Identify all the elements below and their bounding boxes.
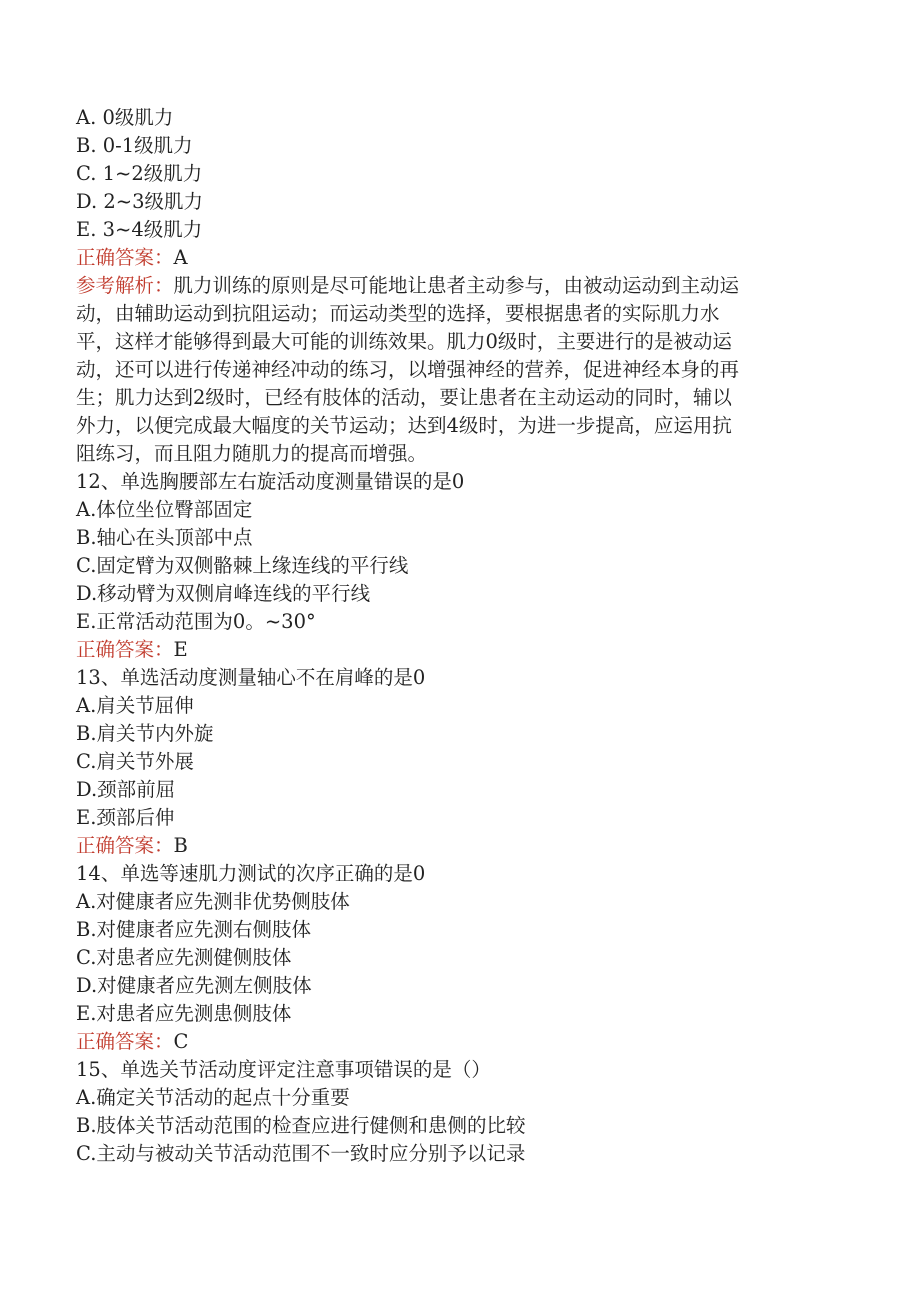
question-stem: 13、单选活动度测量轴心不在肩峰的是0 [76,666,426,689]
answer-value: C [173,1030,189,1053]
analysis-line [76,272,816,300]
option-line: C. 1~2级肌力 [76,162,203,185]
analysis-block [76,272,816,468]
option-line: E. 3~4级肌力 [76,218,203,241]
option-line: D.移动臂为双侧肩峰连线的平行线 [76,582,371,605]
option-line: B. 0-1级肌力 [76,134,193,157]
option-line: C.固定臂为双侧骼棘上缘连线的平行线 [76,554,409,577]
option-line: D.颈部前屈 [76,778,176,801]
analysis-text: 肌力训练的原则是尽可能地让患者主动参与，由被动运动到主动运 [173,274,740,297]
option-line: E.对患者应先测患侧肢体 [76,1002,292,1025]
analysis-line: 平，这样才能够得到最大可能的训练效果。肌力0级时，主要进行的是被动运 [76,330,732,353]
answer-label: 正确答案： [76,638,174,661]
option-line: D. 2~3级肌力 [76,190,203,213]
option-line: B.肢体关节活动范围的检查应进行健侧和患侧的比较 [76,1114,526,1137]
option-line: A.对健康者应先测非优势侧肢体 [76,890,350,913]
option-line: A.肩关节屈伸 [76,694,194,717]
analysis-line: 外力，以便完成最大幅度的关节运动；达到4级时，为进一步提高，应运用抗 [76,414,732,437]
option-line: A.体位坐位臀部固定 [76,498,253,521]
analysis-line: 动，由辅助运动到抗阻运动；而运动类型的选择，要根据患者的实际肌力水 [76,302,720,325]
question-15 [76,1056,816,1168]
question-stem: 12、单选胸腰部左右旋活动度测量错误的是0 [76,470,465,493]
answer-label: 正确答案： [76,834,174,857]
option-line: A.确定关节活动的起点十分重要 [76,1086,350,1109]
answer-line [76,244,816,272]
answer-value: B [173,834,188,857]
analysis-line: 动，还可以进行传递神经冲动的练习，以增强神经的营养，促进神经本身的再 [76,358,740,381]
answer-line [76,1028,816,1056]
answer-line [76,636,816,664]
option-line: D.对健康者应先测左侧肢体 [76,974,312,997]
document-page [76,104,816,1168]
answer-value: E [173,638,188,661]
question-stem: 15、单选关节活动度评定注意事项错误的是（） [76,1058,491,1081]
option-line: E.正常活动范围为0。~30° [76,610,316,633]
option-line: E.颈部后伸 [76,806,175,829]
analysis-label: 参考解析： [76,274,174,297]
answer-line [76,832,816,860]
option-line: C.对患者应先测健侧肢体 [76,946,292,969]
option-line: A. 0级肌力 [76,106,174,129]
question-stem: 14、单选等速肌力测试的次序正确的是0 [76,862,426,885]
option-line: B.对健康者应先测右侧肢体 [76,918,312,941]
option-line: B.肩关节内外旋 [76,722,214,745]
analysis-line: 阻练习，而且阻力随肌力的提高而增强。 [76,442,428,465]
answer-label: 正确答案： [76,1030,174,1053]
answer-value: A [173,246,188,269]
option-line: C.肩关节外展 [76,750,194,773]
question-14 [76,860,816,1056]
option-line: B.轴心在头顶部中点 [76,526,253,549]
answer-label: 正确答案： [76,246,174,269]
question-13 [76,664,816,860]
prev-question [76,104,816,468]
option-line: C.主动与被动关节活动范围不一致时应分别予以记录 [76,1142,526,1165]
question-12 [76,468,816,664]
analysis-line: 生；肌力达到2级时，已经有肢体的活动，要让患者在主动运动的同时，辅以 [76,386,732,409]
